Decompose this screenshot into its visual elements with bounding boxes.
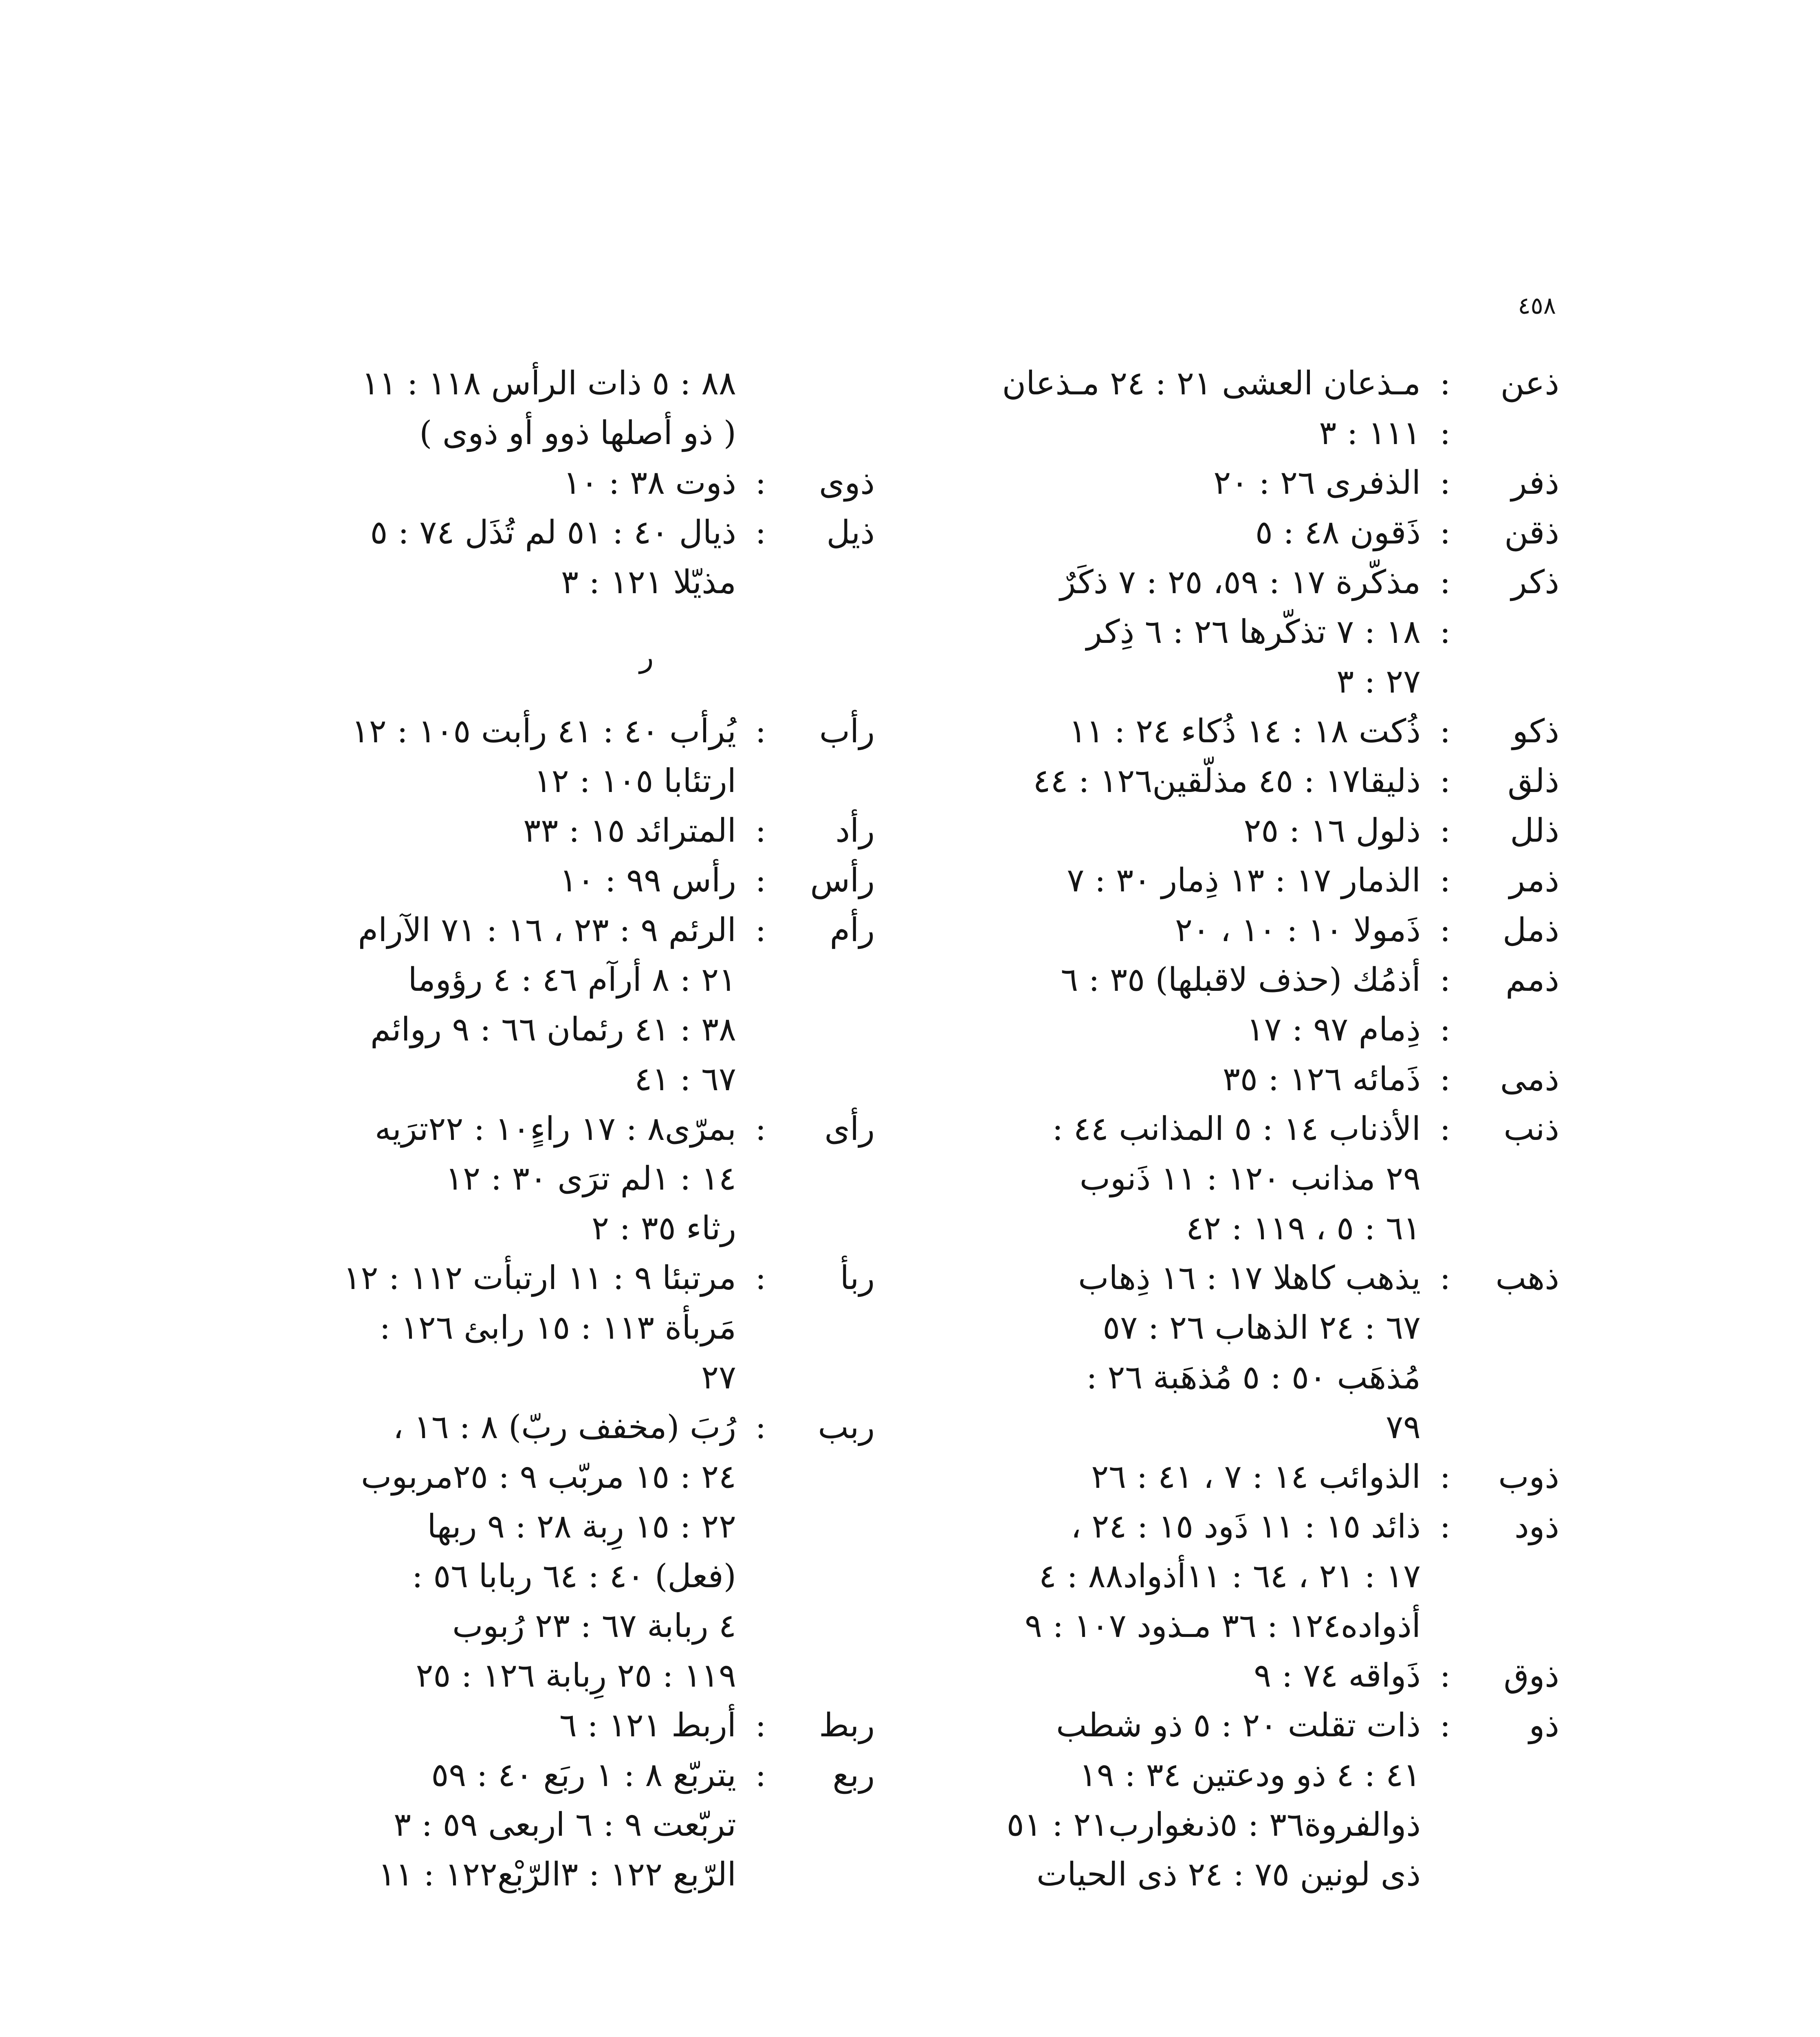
index-entry bbox=[940, 1253, 1559, 1452]
entry-references bbox=[190, 1700, 736, 1750]
reference-line: ذى لونين ٧٥ : ٢٤ ذى الحيات bbox=[1037, 1855, 1421, 1893]
reference-line: ذَقون ٤٨ : ٥ bbox=[1255, 513, 1421, 551]
index-entry bbox=[940, 1452, 1559, 1502]
entry-references bbox=[940, 1502, 1421, 1651]
reference-line: مُذهَب ٥٠ : ٥ مُذهَبة ٢٦ : bbox=[1086, 1358, 1421, 1396]
entries-bottom bbox=[190, 706, 875, 1899]
entry-root: رأد bbox=[835, 812, 875, 849]
entry-references bbox=[190, 1253, 736, 1402]
index-entry bbox=[940, 1651, 1559, 1700]
entry-root: ذوق bbox=[1503, 1656, 1559, 1694]
index-column-left bbox=[190, 359, 875, 1899]
entry-colon: : bbox=[755, 1259, 766, 1297]
index-entry bbox=[190, 359, 875, 458]
entry-root: ذمر bbox=[1509, 861, 1559, 899]
reference-line: ٣٨ : ٤١ رئمان ٦٦ : ٩ روائم bbox=[370, 1010, 736, 1048]
reference-line: مـذعان العشى ٢١ : ٢٤ مـذعان bbox=[1002, 364, 1421, 402]
entry-root: ذلل bbox=[1510, 812, 1559, 849]
entry-colon: : bbox=[1439, 1110, 1451, 1148]
index-entry bbox=[190, 856, 875, 905]
entry-root: ذقن bbox=[1504, 513, 1559, 551]
reference-line: الأذناب ١٤ : ٥ المذانب ٤٤ : bbox=[1052, 1110, 1421, 1148]
entry-references bbox=[940, 706, 1421, 756]
reference-line: الذمار ١٧ : ١٣ ذِمار ٣٠ : ٧ bbox=[1067, 861, 1421, 899]
index-entry bbox=[190, 905, 875, 1104]
index-entry bbox=[190, 706, 875, 806]
reference-line: بمرّى٨ : ١٧ راءٍ١٠ : ٢٢ترَيه bbox=[374, 1110, 736, 1148]
entry-colon: : : bbox=[1439, 364, 1451, 452]
entry-root: رأم bbox=[830, 911, 875, 949]
reference-line: ١٤ : ١لم ترَى ٣٠ : ١٢ bbox=[445, 1159, 736, 1197]
reference-line: يذهب كاهلا ١٧ : ١٦ ذِهاب bbox=[1078, 1259, 1421, 1297]
entry-colon: : bbox=[755, 812, 766, 849]
entry-root: ربب bbox=[818, 1408, 875, 1446]
entry-references bbox=[940, 557, 1421, 706]
reference-line: رثاء ٣٥ : ٢ bbox=[591, 1209, 736, 1247]
entry-root: رأس bbox=[810, 861, 875, 899]
reference-line: ٧٩ bbox=[1386, 1408, 1421, 1446]
entry-colon: : bbox=[755, 712, 766, 750]
section-letter: ر bbox=[639, 640, 654, 674]
reference-line: ٢٢ : ١٥ رِبة ٢٨ : ٩ ربها bbox=[427, 1507, 736, 1545]
entry-root: رأب bbox=[819, 712, 875, 750]
entry-root: ذكو bbox=[1512, 712, 1559, 750]
reference-line: ٨٨ : ٥ ذات الرأس ١١٨ : ١١ bbox=[361, 364, 736, 402]
entry-root: ذعن bbox=[1500, 364, 1559, 402]
entry-colon: : bbox=[1439, 1060, 1451, 1098]
index-entry bbox=[940, 756, 1559, 806]
reference-line: ٦١ : ٥ ، ١١٩ : ٤٢ bbox=[1186, 1209, 1421, 1247]
reference-line: ارتئابا ١٠٥ : ١٢ bbox=[534, 762, 736, 800]
entry-colon: : bbox=[1439, 1507, 1451, 1545]
entry-colon: : bbox=[755, 911, 766, 949]
entry-references bbox=[190, 508, 736, 607]
reference-line: مَربأة ١١٣ : ١٥ رابئ ١٢٦ : bbox=[379, 1309, 736, 1346]
reference-line: ذيال ٤٠ : ٥١ لم تُذَل ٧٤ : ٥ bbox=[370, 513, 736, 551]
entry-colon: : bbox=[755, 1706, 766, 1744]
entry-references bbox=[940, 1651, 1421, 1700]
reference-line: ذلول ١٦ : ٢٥ bbox=[1243, 812, 1421, 849]
reference-line: ذوالفروة٣٦ : ٥ذىغوارب٢١ : ٥١ bbox=[1006, 1806, 1421, 1843]
reference-line: أربط ١٢١ : ٦ bbox=[559, 1706, 736, 1744]
index-entry bbox=[940, 856, 1559, 905]
entry-colon: : : bbox=[1439, 563, 1451, 651]
reference-line: ذائد ١٥ : ١١ ذَود ١٥ : ٢٤ ، bbox=[1071, 1507, 1421, 1545]
entry-colon: : bbox=[1439, 712, 1451, 750]
index-entry bbox=[190, 1104, 875, 1253]
reference-line: ١٧ : ٢١ ، ٦٤ : ١١أذواد٨٨ : ٤ bbox=[1039, 1557, 1421, 1595]
reference-line: الرئم ٩ : ٢٣ ، ١٦ : ٧١ الآرام bbox=[358, 911, 736, 949]
entry-references bbox=[190, 1750, 736, 1899]
entry-root: ذيل bbox=[826, 513, 875, 551]
entry-references bbox=[190, 905, 736, 1104]
entry-references bbox=[940, 955, 1421, 1054]
reference-line: ذُكت ١٨ : ١٤ ذُكاء ٢٤ : ١١ bbox=[1069, 712, 1421, 750]
index-column-right bbox=[940, 359, 1559, 1899]
reference-line: ذِمام ٩٧ : ١٧ bbox=[1246, 1010, 1421, 1048]
reference-line: تربّعت ٩ : ٦ اربعى ٥٩ : ٣ bbox=[394, 1806, 736, 1843]
reference-line: (فعل) ٤٠ : ٦٤ ربابا ٥٦ : bbox=[412, 1557, 736, 1595]
index-entry bbox=[940, 706, 1559, 756]
entry-references bbox=[190, 458, 736, 508]
index-entry bbox=[190, 1750, 875, 1899]
reference-line: ذَواقه ٧٤ : ٩ bbox=[1254, 1656, 1421, 1694]
reference-line: ذَمولا ١٠ : ١٠ ، ٢٠ bbox=[1175, 911, 1421, 949]
reference-line: مذيّلا ١٢١ : ٣ bbox=[561, 563, 736, 601]
reference-line: ٢٧ : ٣ bbox=[1336, 662, 1421, 700]
reference-line: الرّبع ١٢٢ : ٣الرّبْع١٢٢ : ١١ bbox=[378, 1855, 736, 1893]
index-entry bbox=[940, 1104, 1559, 1253]
reference-line: الذوائب ١٤ : ٧ ، ٤١ : ٢٦ bbox=[1091, 1458, 1421, 1496]
entry-root: ذوى bbox=[819, 464, 875, 502]
entry-root: ذهب bbox=[1495, 1259, 1559, 1297]
reference-line: مذكّرة ١٧ : ٥٩، ٢٥ : ٧ ذكَرٌ bbox=[1060, 563, 1421, 601]
reference-line: الذفرى ٢٦ : ٢٠ bbox=[1213, 464, 1421, 502]
reference-line: ٢١ : ٨ أرآم ٤٦ : ٤ رؤوما bbox=[408, 961, 736, 999]
reference-line: ذوت ٣٨ : ١٠ bbox=[563, 464, 736, 502]
entry-root: ذفر bbox=[1511, 464, 1559, 502]
entry-root: ربع bbox=[832, 1756, 875, 1794]
entry-root: ذكر bbox=[1511, 563, 1559, 601]
index-entry bbox=[940, 1502, 1559, 1651]
reference-line: ٦٧ : ٢٤ الذهاب ٢٦ : ٥٧ bbox=[1103, 1309, 1421, 1346]
entry-references bbox=[940, 359, 1421, 458]
entry-root: رأى bbox=[824, 1110, 875, 1148]
index-entry bbox=[940, 806, 1559, 856]
entry-root: ذلق bbox=[1507, 762, 1559, 800]
entry-colon: : bbox=[1439, 1458, 1451, 1496]
reference-line: ذات تقلت ٢٠ : ٥ ذو شطب bbox=[1056, 1706, 1421, 1744]
index-entry bbox=[940, 1700, 1559, 1899]
entry-references bbox=[940, 756, 1421, 806]
reference-line: ذليقا١٧ : ٤٥ مذلّقين١٢٦ : ٤٤ bbox=[1033, 762, 1421, 800]
reference-line: ٤ ربابة ٦٧ : ٢٣ رُبوب bbox=[452, 1607, 736, 1645]
entry-root: ذوب bbox=[1498, 1458, 1559, 1496]
reference-line: ٦٧ : ٤١ bbox=[634, 1060, 736, 1098]
entry-colon: : bbox=[755, 513, 766, 551]
index-entry bbox=[190, 458, 875, 508]
entry-colon: : bbox=[755, 464, 766, 502]
reference-line: ٢٩ مذانب ١٢٠ : ١١ ذَنوب bbox=[1079, 1159, 1421, 1197]
entry-root: ذمى bbox=[1500, 1060, 1559, 1098]
entry-references bbox=[190, 806, 736, 856]
reference-line: ١٨ : ٧ تذكّرها ٢٦ : ٦ ذِكر bbox=[1086, 613, 1421, 651]
entry-colon: : bbox=[1439, 1259, 1451, 1297]
entry-colon: : bbox=[1439, 812, 1451, 849]
index-entry bbox=[190, 1402, 875, 1700]
entry-references bbox=[940, 856, 1421, 905]
entry-colon: : bbox=[1439, 861, 1451, 899]
reference-line: ٢٧ bbox=[701, 1358, 736, 1396]
entry-root: ذو bbox=[1529, 1706, 1559, 1744]
reference-line: ١١١ : ٣ bbox=[1319, 414, 1421, 452]
reference-line: المترائد ١٥ : ٣٣ bbox=[523, 812, 736, 849]
index-entry bbox=[940, 557, 1559, 706]
entry-root: ربأ bbox=[840, 1259, 875, 1297]
entry-root: ذنب bbox=[1503, 1110, 1559, 1148]
entry-colon: : bbox=[1439, 464, 1451, 502]
entry-colon: : bbox=[755, 1408, 766, 1446]
index-entry bbox=[190, 1253, 875, 1402]
entry-references bbox=[190, 1104, 736, 1253]
entry-references bbox=[940, 458, 1421, 508]
entries-top bbox=[190, 359, 875, 607]
entry-colon: : bbox=[1439, 911, 1451, 949]
entry-references bbox=[940, 806, 1421, 856]
entry-root: ذمم bbox=[1505, 961, 1559, 999]
reference-line: مرتبئا ٩ : ١١ ارتبأت ١١٢ : ١٢ bbox=[343, 1259, 736, 1297]
entry-references bbox=[190, 856, 736, 905]
entry-colon: : bbox=[755, 861, 766, 899]
entry-references bbox=[940, 1700, 1421, 1899]
reference-line: أذواده١٢٤ : ٣٦ مـذود ١٠٧ : ٩ bbox=[1025, 1607, 1421, 1645]
index-entry bbox=[190, 1700, 875, 1750]
page-number: ٤٥٨ bbox=[1518, 292, 1556, 319]
reference-line: ٢٤ : ١٥ مربّب ٩ : ٢٥مربوب bbox=[361, 1458, 736, 1496]
index-entry bbox=[190, 508, 875, 607]
entry-references bbox=[940, 508, 1421, 557]
entry-references bbox=[190, 1402, 736, 1700]
reference-line: ذَمائه ١٢٦ : ٣٥ bbox=[1222, 1060, 1421, 1098]
entry-colon: : bbox=[1439, 762, 1451, 800]
entry-colon: : bbox=[755, 1756, 766, 1794]
entry-colon: : bbox=[1439, 513, 1451, 551]
entry-colon: : bbox=[1439, 1656, 1451, 1694]
entry-references bbox=[190, 706, 736, 806]
entry-root: ربط bbox=[819, 1706, 875, 1744]
entry-root: ذود bbox=[1514, 1507, 1559, 1545]
reference-line: يتربّع ٨ : ١ ربَع ٤٠ : ٥٩ bbox=[431, 1756, 736, 1794]
reference-line: رأس ٩٩ : ١٠ bbox=[559, 861, 736, 899]
reference-line: ١١٩ : ٢٥ رِبابة ١٢٦ : ٢٥ bbox=[416, 1656, 736, 1694]
entry-colon: : bbox=[755, 1110, 766, 1148]
entry-references bbox=[940, 1452, 1421, 1502]
index-entry bbox=[940, 359, 1559, 458]
entry-references bbox=[940, 1253, 1421, 1452]
reference-line: ٤١ : ٤ ذو ودعتين ٣٤ : ١٩ bbox=[1079, 1756, 1421, 1794]
reference-line: أذمُك (حذف لاقبلها) ٣٥ : ٦ bbox=[1061, 961, 1421, 999]
entry-references bbox=[190, 359, 736, 458]
entry-references bbox=[940, 1054, 1421, 1104]
reference-line: يُرأب ٤٠ : ٤١ رأبت ١٠٥ : ١٢ bbox=[351, 712, 736, 750]
entry-root: ذمل bbox=[1502, 911, 1559, 949]
reference-line: رُبَ (مخفف ربّ) ٨ : ١٦ ، bbox=[393, 1408, 736, 1446]
entry-references bbox=[940, 905, 1421, 955]
index-entry bbox=[940, 905, 1559, 955]
index-entry bbox=[940, 955, 1559, 1054]
index-entry bbox=[190, 806, 875, 856]
index-entry bbox=[940, 1054, 1559, 1104]
entry-references bbox=[940, 1104, 1421, 1253]
reference-line: ( ذو أصلها ذوو أو ذوى ) bbox=[419, 414, 736, 452]
entry-colon: : bbox=[1439, 1706, 1451, 1744]
entry-colon: : : bbox=[1439, 961, 1451, 1048]
index-entry bbox=[940, 458, 1559, 508]
index-entry bbox=[940, 508, 1559, 557]
